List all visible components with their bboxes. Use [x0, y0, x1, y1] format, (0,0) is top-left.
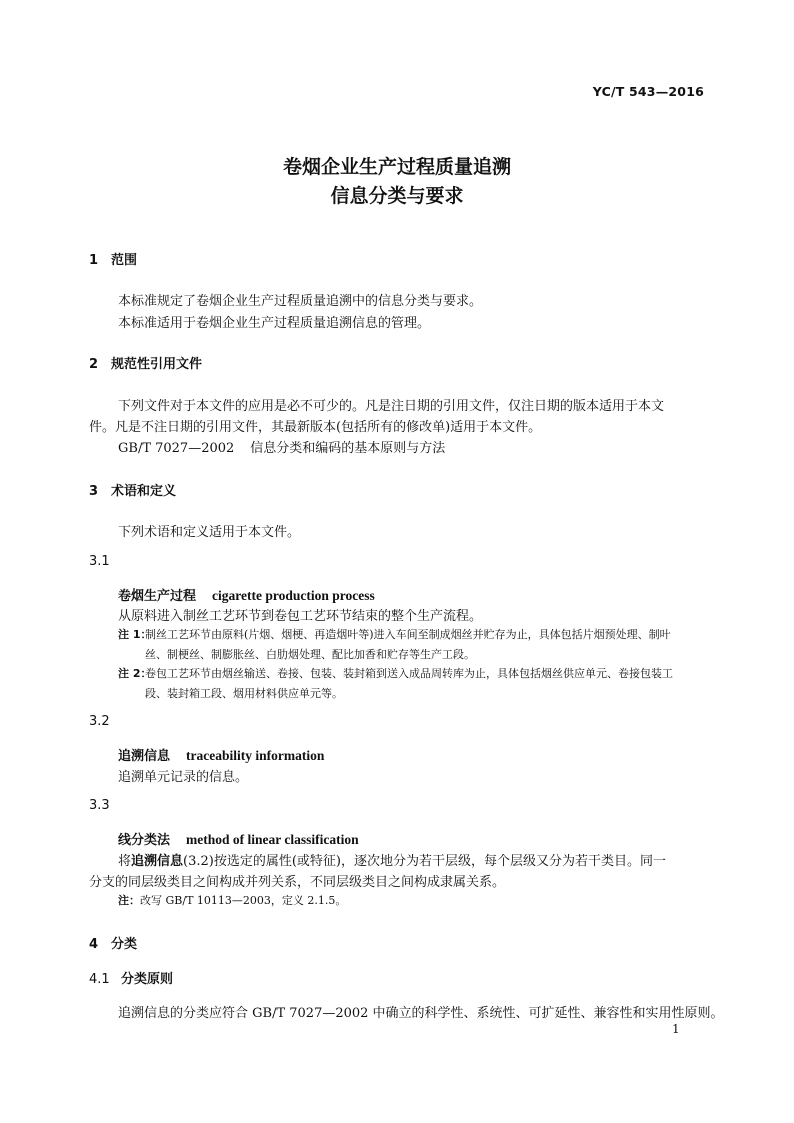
section-number: 4 — [89, 937, 99, 952]
term-english: method of linear classification — [186, 832, 359, 847]
term-3-3-number: 3.3 — [89, 798, 110, 813]
term-english: traceability information — [186, 748, 325, 763]
term-3-2-definition: 追溯单元记录的信息。 — [118, 770, 249, 785]
term-3-3-note — [118, 892, 346, 908]
normative-reference — [118, 437, 445, 456]
section-2-heading — [89, 353, 202, 372]
section-title: 分类 — [111, 937, 138, 952]
section-title: 范围 — [111, 253, 138, 268]
term-3-1-definition: 从原料进入制丝工艺环节到卷包工艺环节结束的整个生产流程。 — [118, 609, 483, 624]
cross-reference-term: 追溯信息 — [131, 854, 184, 869]
section-3-intro: 下列术语和定义适用于本文件。 — [118, 525, 301, 540]
term-3-1-number: 3.1 — [89, 554, 110, 569]
section-1-heading — [89, 249, 137, 268]
section-4-heading — [89, 933, 137, 952]
document-title-line1: 卷烟企业生产过程质量追溯 — [282, 156, 511, 178]
subsection-4-1-text: 追溯信息的分类应符合 GB/T 7027—2002 中确立的科学性、系统性、可扩延性、兼容性和实用性原则。 — [118, 1006, 724, 1021]
note-text-line1: 制丝工艺环节由原料(片烟、烟梗、再造烟叶等)进入车间至制成烟丝并贮存为止，具体包括片烟预处理、制叶 — [145, 628, 671, 641]
reference-title: 信息分类和编码的基本原则与方法 — [250, 441, 446, 456]
term-chinese: 卷烟生产过程 — [118, 589, 197, 604]
section-3-heading — [89, 480, 176, 499]
section-number: 1 — [89, 253, 99, 268]
section-1-paragraph-2: 本标准适用于卷烟企业生产过程质量追溯信息的管理。 — [118, 316, 431, 331]
term-chinese: 线分类法 — [118, 833, 171, 848]
term-chinese: 追溯信息 — [118, 749, 171, 764]
subsection-number: 4.1 — [89, 972, 110, 987]
note-text-line2: 丝、制梗丝、制膨胀丝、白肋烟处理、配比加香和贮存等生产工段。 — [145, 648, 475, 661]
term-3-2-number: 3.2 — [89, 714, 110, 729]
term-3-3-definition-line2: 分支的同层级类目之间构成并列关系，不同层级类目之间构成隶属关系。 — [89, 875, 506, 890]
reference-code: GB/T 7027—2002 — [118, 441, 235, 456]
note-text-line1: 卷包工艺环节由烟丝输送、卷接、包装、装封箱到送入成品周转库为止，具体包括烟丝供应单元、卷接包装工 — [145, 667, 673, 680]
subsection-4-1-heading — [89, 968, 173, 987]
section-title: 术语和定义 — [111, 484, 177, 499]
section-number: 2 — [89, 357, 99, 372]
note-text: 改写 GB/T 10113—2003，定义 2.1.5。 — [140, 894, 347, 907]
note-label: 注 1： — [118, 628, 152, 641]
term-3-3-definition-line1 — [118, 850, 666, 869]
term-3-3 — [118, 829, 359, 848]
note-label: 注 2： — [118, 667, 152, 680]
page-number: 1 — [672, 1022, 680, 1036]
standard-code: YC/T 543—2016 — [592, 84, 704, 99]
document-title-line2: 信息分类与要求 — [330, 185, 464, 207]
section-2-paragraph-line2: 件。凡是不注日期的引用文件，其最新版本(包括所有的修改单)适用于本文件。 — [89, 420, 542, 435]
definition-rest: (3.2)按选定的属性(或特征)，逐次地分为若干层级，每个层级又分为若干类目。同一 — [183, 854, 666, 869]
term-3-1 — [118, 585, 375, 604]
term-english: cigarette production process — [212, 588, 375, 603]
section-title: 规范性引用文件 — [111, 357, 203, 372]
section-2-paragraph-line1: 下列文件对于本文件的应用是必不可少的。凡是注日期的引用文件，仅注日期的版本适用于本文 — [118, 399, 665, 414]
note-label: 注： — [118, 894, 140, 907]
note-text-line2: 段、装封箱工段、烟用材料供应单元等。 — [145, 687, 343, 700]
section-number: 3 — [89, 484, 99, 499]
term-3-2 — [118, 745, 324, 764]
definition-prefix: 将 — [118, 854, 132, 869]
section-1-paragraph-1: 本标准规定了卷烟企业生产过程质量追溯中的信息分类与要求。 — [118, 294, 483, 309]
subsection-title: 分类原则 — [121, 972, 174, 987]
